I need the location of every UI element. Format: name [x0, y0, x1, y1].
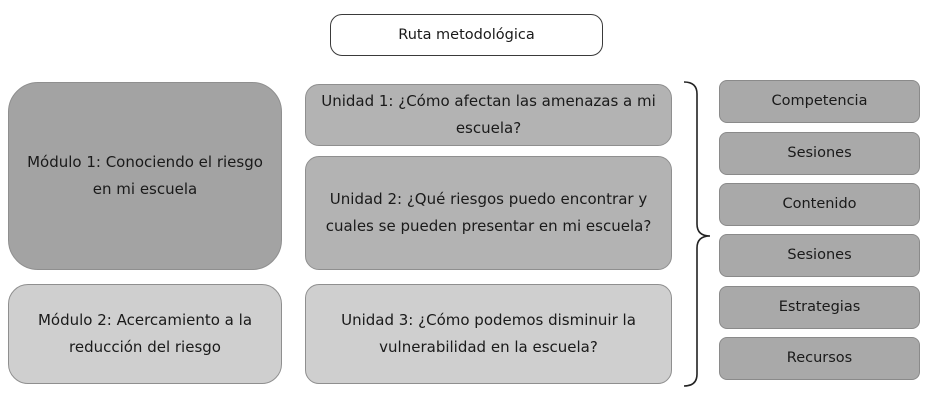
- component-label: Contenido: [782, 196, 857, 212]
- component-label: Competencia: [771, 93, 868, 109]
- component-label: Sesiones: [787, 145, 852, 161]
- diagram-title: Ruta metodológica: [398, 26, 535, 43]
- unit-3-label: Unidad 3: ¿Cómo podemos disminuir la vulnerabilidad en la escuela?: [341, 311, 636, 356]
- component-sesiones-2: [719, 234, 920, 277]
- component-label: Recursos: [786, 350, 853, 366]
- component-estrategias: [719, 286, 920, 329]
- unit-1-label: Unidad 1: ¿Cómo afectan las amenazas a mi escuela?: [321, 92, 656, 137]
- component-contenido: [719, 183, 920, 226]
- component-label: Estrategias: [778, 299, 861, 315]
- component-recursos: [719, 337, 920, 380]
- component-sesiones-1: [719, 132, 920, 175]
- component-competencia: [719, 80, 920, 123]
- module-1-label: Módulo 1: Conociendo el riesgo en mi escuela: [27, 153, 263, 198]
- module-2-label: Módulo 2: Acercamiento a la reducción del riesgo: [37, 311, 253, 356]
- component-label: Sesiones: [787, 247, 852, 263]
- unit-2-label: Unidad 2: ¿Qué riesgos puedo encontrar y cuales se pueden presentar en mi escuela?: [325, 190, 652, 235]
